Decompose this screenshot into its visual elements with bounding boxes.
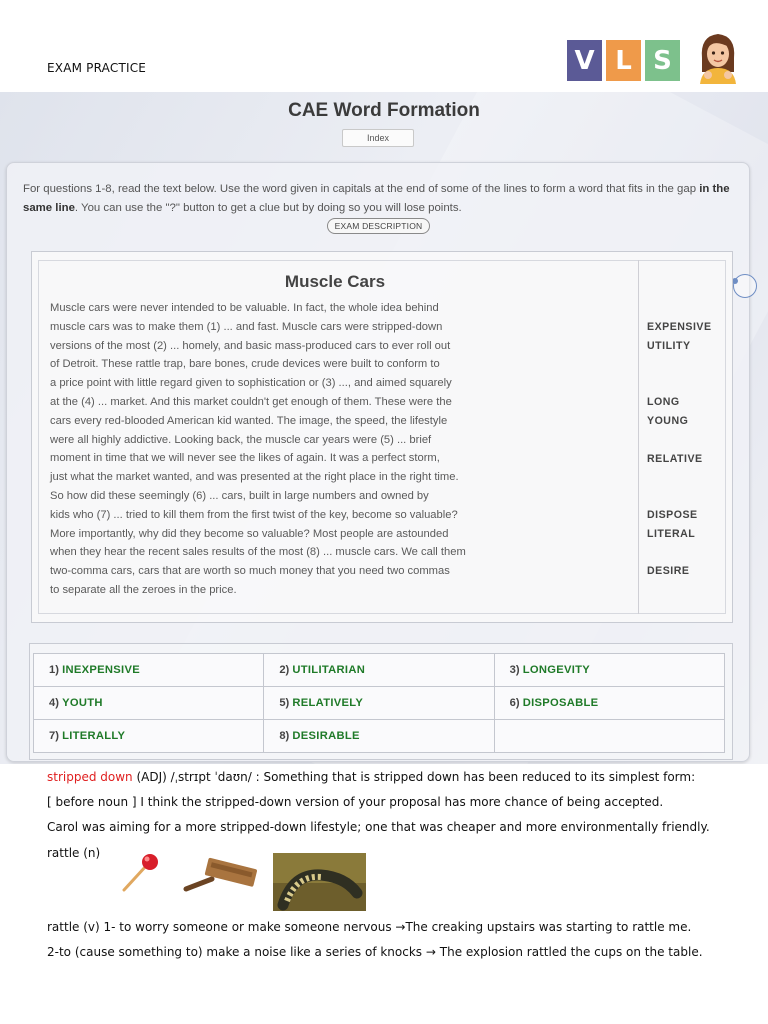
keyword-column-divider (638, 260, 639, 614)
keyword (647, 356, 729, 375)
keyword (647, 431, 729, 450)
text-line: just what the market wanted, and was presented at the right place in the right time. (50, 471, 459, 484)
baby-rattle-image (118, 852, 166, 894)
wooden-rattle-image (182, 855, 260, 895)
keyword: EXPENSIVE (647, 321, 712, 333)
note-example-1: [ before noun ] I think the stripped-down version of your proposal has more chance of being accepted. (47, 795, 664, 809)
note-term: stripped down (47, 770, 133, 784)
answer-cell: 7) LITERALLY (34, 720, 264, 753)
note-rattle-verb-1: rattle (v) 1- to worry someone or make someone nervous →The creaking upstairs was starting to rattle me. (47, 920, 692, 934)
header-label: EXAM PRACTICE (47, 61, 147, 75)
text-line: More importantly, why did they become so valuable? Most people are astounded (50, 527, 449, 540)
answers-row (34, 687, 725, 720)
keyword: LONG (647, 396, 680, 409)
text-line: a price point with little regard given to sophistication or (3) ..., and aimed squarely (50, 377, 452, 390)
note-rattle-verb-2: 2-to (cause something to) make a noise like a series of knocks → The explosion rattled the cups on the table. (47, 945, 703, 959)
note-definition: (ADJ) /ˌstrɪpt ˈdaʊn/ : Something that is stripped down has been reduced to its simplest form: (132, 770, 696, 784)
keyword: LITERAL (647, 527, 696, 540)
text-line: So how did these seemingly (6) ... cars, built in large numbers and owned by (50, 489, 429, 502)
answer-cell-empty (494, 720, 724, 753)
text-line: Muscle cars were never intended to be valuable. In fact, the whole idea behind (50, 302, 439, 314)
reading-text-box (31, 251, 733, 623)
text-line: to separate all the zeroes in the price. (50, 583, 237, 596)
rattlesnake-image (273, 853, 366, 911)
answers-row (34, 654, 725, 687)
loading-ring-icon (733, 274, 757, 298)
keyword-column (647, 318, 729, 581)
answer-cell: 4) YOUTH (34, 687, 264, 720)
instructions-text-end: . You can use the "?" button to get a clue but by doing so you will lose points. (74, 202, 462, 214)
note-example-2: Carol was aiming for a more stripped-down lifestyle; one that was cheaper and more environmentally friendly. (47, 820, 710, 834)
text-line: at the (4) ... market. And this market couldn't get enough of them. These were the (50, 395, 452, 408)
logo-letter-s: S (645, 40, 680, 81)
text-line: versions of the most (2) ... homely, and basic mass-produced cars to ever roll out (50, 339, 451, 352)
logo-letter-l: L (606, 40, 641, 81)
text-line: were all highly addictive. Looking back, the muscle car years were (5) ... brief (50, 433, 432, 446)
exam-screenshot (0, 92, 768, 764)
instructions (23, 180, 739, 218)
answer-cell: 5) RELATIVELY (264, 687, 494, 720)
teacher-avatar-icon (694, 28, 742, 84)
instructions-text: For questions 1-8, read the text below. Use the word given in capitals at the end of some of the lines to form a word that fits in the gap (23, 183, 700, 195)
text-line: two-comma cars, cars that are worth so much money that you need two commas (50, 565, 450, 578)
answer-cell: 3) LONGEVITY (494, 654, 724, 687)
keyword: YOUNG (647, 414, 689, 427)
text-line: when they hear the recent sales results of the most (8) ... muscle cars. We call them (50, 546, 466, 559)
arrow-icon: → (425, 945, 436, 959)
note-rattle-noun: rattle (n) (47, 846, 101, 860)
keyword (647, 544, 729, 563)
keyword: UTILITY (647, 339, 691, 352)
text-line: of Detroit. These rattle trap, bare bones, crude devices were built to conform to (50, 358, 440, 371)
logo-letter-v: V (567, 40, 602, 81)
arrow-icon: → (395, 920, 406, 934)
text-line: muscle cars was to make them (1) ... and fast. Muscle cars were stripped-down (50, 320, 443, 333)
keyword: DESIRE (647, 565, 690, 578)
vls-logo (567, 40, 680, 81)
keyword (647, 374, 729, 393)
exam-card (6, 162, 750, 762)
index-button[interactable]: Index (342, 129, 414, 147)
answer-cell: 2) UTILITARIAN (264, 654, 494, 687)
text-title: Muscle Cars (284, 272, 386, 291)
answers-table (33, 653, 725, 753)
answers-row (34, 720, 725, 753)
answer-cell: 8) DESIRABLE (264, 720, 494, 753)
text-line: cars every red-blooded American kid wanted. The image, the speed, the lifestyle (50, 414, 448, 427)
answer-cell: 1) INEXPENSIVE (34, 654, 264, 687)
exam-description-button[interactable]: EXAM DESCRIPTION (327, 218, 430, 234)
instructions-bold: in the same line (23, 183, 730, 214)
keyword (647, 468, 729, 487)
reading-paragraph (50, 299, 630, 600)
text-line: moment in time that we will never see the likes of again. It was a perfect storm, (50, 452, 440, 465)
keyword (647, 487, 729, 506)
keyword: RELATIVE (647, 452, 703, 465)
answer-cell: 6) DISPOSABLE (494, 687, 724, 720)
exam-title: CAE Word Formation (288, 100, 480, 121)
note-stripped-down (47, 770, 695, 784)
text-line: kids who (7) ... tried to kill them from the first twist of the key, become so valuable? (50, 508, 458, 521)
keyword: DISPOSE (647, 508, 698, 521)
